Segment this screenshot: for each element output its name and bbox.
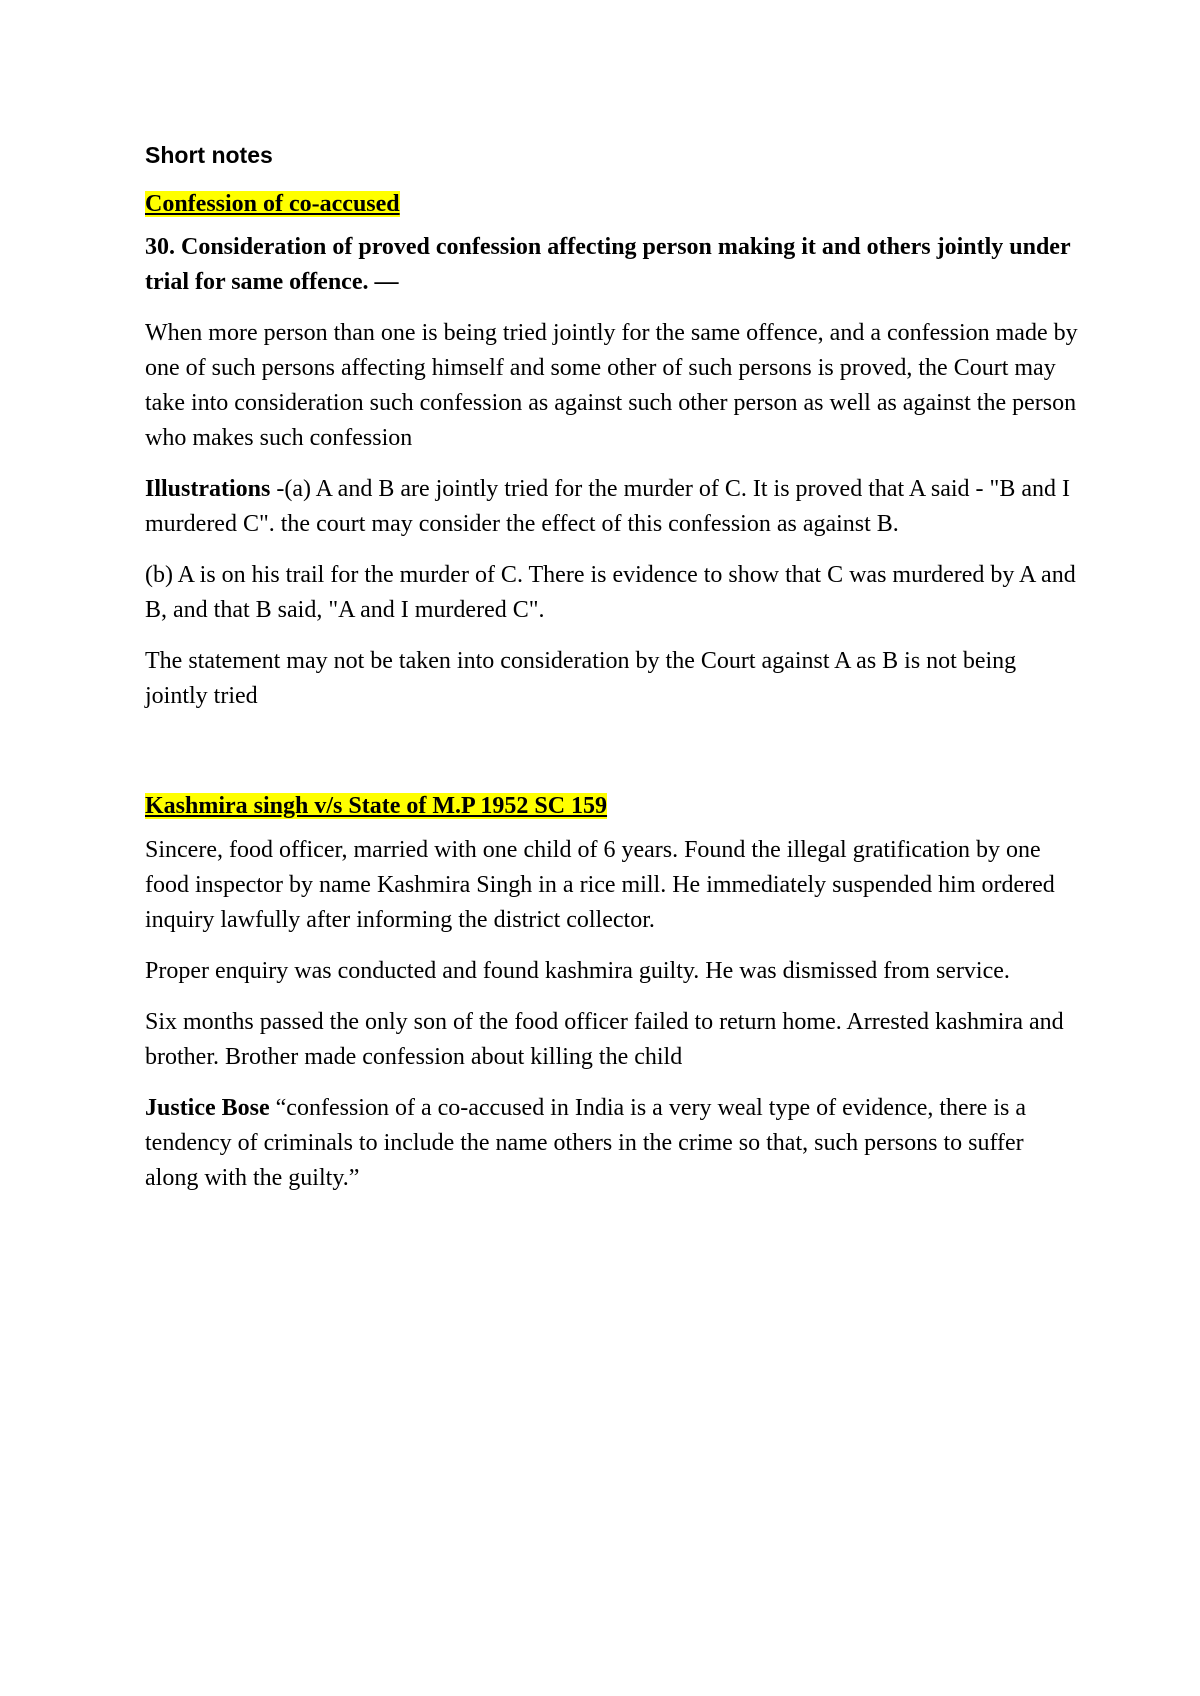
- illustrations-label: Illustrations: [145, 476, 271, 503]
- case-paragraph-3: Six months passed the only son of the food officer failed to return home. Arrested kashmira and brother. Brother made confession about killing the child: [145, 1009, 1064, 1071]
- highlighted-case-title: Kashmira singh v/s State of M.P 1952 SC 159: [145, 793, 608, 820]
- statement-paragraph: The statement may not be taken into consideration by the Court against A as B is not being jointly tried: [145, 648, 1017, 710]
- section-spacer: [145, 730, 1080, 792]
- case-paragraph-1: Sincere, food officer, married with one child of 6 years. Found the illegal gratification by one food inspector by name Kashmira Singh in a rice mill. He immediately suspended him ordered inquiry lawfully after informing the district collector.: [145, 837, 1055, 934]
- justice-quote-paragraph: [145, 1091, 1080, 1196]
- section-30-body: When more person than one is being tried jointly for the same offence, and a confession made by one of such persons affecting himself and some other of such persons is proved, the Court may take into consideration such confession as against such other person as well as against the person who makes such confession: [145, 320, 1078, 452]
- illustration-a-text: -(a) A and B are jointly tried for the murder of C. It is proved that A said - "B and I murdered C". the court may consider the effect of this confession as against B.: [145, 476, 1070, 538]
- illustration-b-paragraph: (b) A is on his trail for the murder of C. There is evidence to show that C was murdered by A and B, and that B said, "A and I murdered C".: [145, 562, 1076, 624]
- justice-name: Justice Bose: [145, 1095, 270, 1122]
- section-heading-case: [145, 792, 1080, 821]
- highlighted-heading-text: Confession of co-accused: [145, 190, 400, 217]
- illustration-a-paragraph: [145, 472, 1080, 542]
- document-body: [145, 142, 1080, 1212]
- case-paragraph-2: Proper enquiry was conducted and found kashmira guilty. He was dismissed from service.: [145, 958, 1010, 985]
- document-title: Short notes: [145, 142, 273, 168]
- section-heading-confession: [145, 190, 1080, 219]
- justice-quote-text: “confession of a co-accused in India is a very weal type of evidence, there is a tendency of criminals to include the name others in the crime so that, such persons to suffer along with the guilty.”: [145, 1095, 1026, 1192]
- section-30-title: 30. Consideration of proved confession affecting person making it and others jointly under trial for same offence. —: [145, 234, 1071, 296]
